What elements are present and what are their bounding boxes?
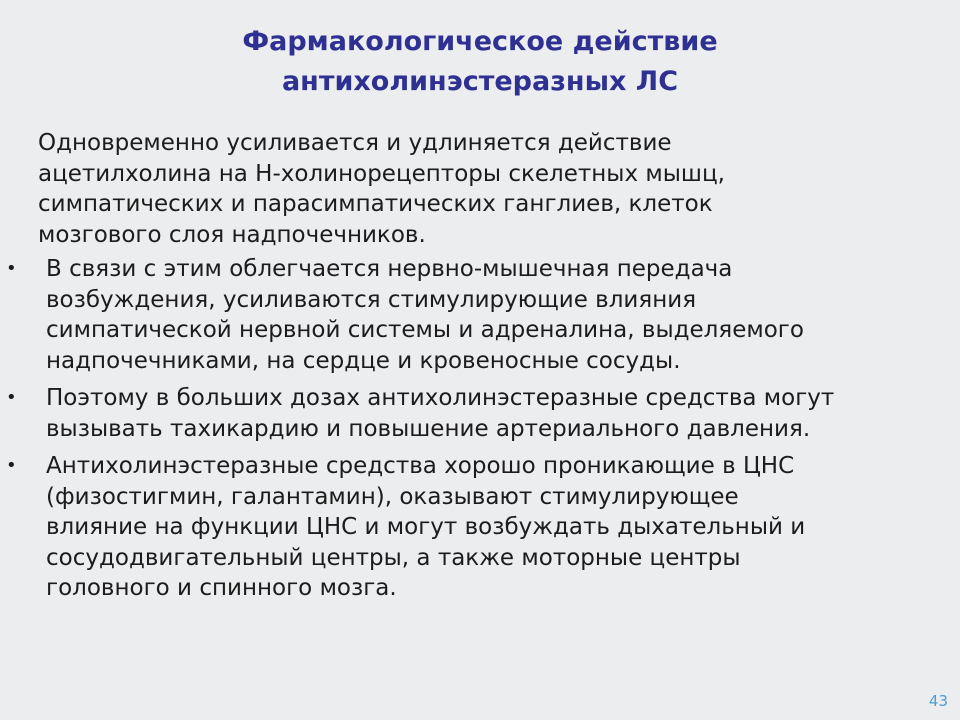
bullet-3-line-1: Антихолинэстеразные средства хорошо проникающие в ЦНС xyxy=(46,453,795,479)
bullet-2-line-1: Поэтому в больших дозах антихолинэстеразные средства могут xyxy=(46,385,835,411)
slide-title xyxy=(0,22,960,102)
bullet-marker: • xyxy=(6,258,17,279)
slide-body xyxy=(0,128,960,604)
intro-line-3: симпатических и парасимпатических ганглиев, клеток xyxy=(38,191,713,217)
bullet-item-1 xyxy=(0,254,960,376)
bullet-1-line-3: симпатической нервной системы и адреналина, выделяемого xyxy=(46,317,804,343)
bullet-1-line-4: надпочечниками, на сердце и кровеносные сосуды. xyxy=(46,347,681,374)
intro-line-2: ацетилхолина на Н-холинорецепторы скелетных мышц, xyxy=(38,160,725,187)
intro-line-4: мозгового слоя надпочечников. xyxy=(38,221,426,248)
bullet-3-line-2: (физостигмин, галантамин), оказывают стимулирующее xyxy=(46,483,739,510)
bullet-1-line-2: возбуждения, усиливаются стимулирующие влияния xyxy=(46,286,697,313)
slide-title-line-2: антихолинэстеразных ЛС xyxy=(281,66,679,97)
intro-paragraph xyxy=(0,128,960,250)
page-number: 43 xyxy=(928,692,948,710)
bullet-marker: • xyxy=(6,387,17,408)
bullet-3-line-5: головного и спинного мозга. xyxy=(46,575,397,601)
bullet-3-line-3: влияние на функции ЦНС и могут возбуждать дыхательный и xyxy=(46,514,806,540)
bullet-item-2 xyxy=(0,383,960,444)
bullet-1-line-1: В связи с этим облегчается нервно-мышечная передача xyxy=(46,256,733,282)
intro-line-1: Одновременно усиливается и удлиняется действие xyxy=(38,130,672,156)
slide-title-line-1: Фармакологическое действие xyxy=(242,26,718,57)
bullet-item-3 xyxy=(0,451,960,604)
bullet-2-line-2: вызывать тахикардию и повышение артериального давления. xyxy=(46,415,811,442)
bullet-3-line-4: сосудодвигательный центры, а также моторные центры xyxy=(46,544,741,571)
bullet-marker: • xyxy=(6,455,17,476)
